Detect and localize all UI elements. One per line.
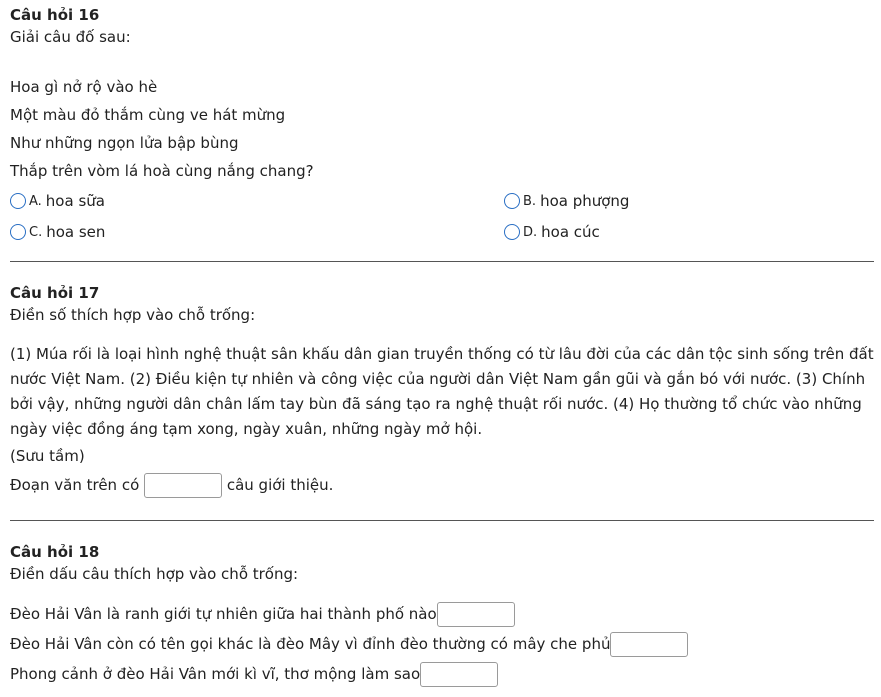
option-a[interactable] (10, 189, 105, 213)
question-18 (10, 541, 874, 689)
question-16-title: Câu hỏi 16 (10, 6, 100, 24)
punctuation-input-3[interactable] (420, 662, 498, 687)
punctuation-line-1 (10, 599, 874, 629)
passage-paragraph: (1) Múa rối là loại hình nghệ thuật sân khấu dân gian truyền thống có từ lâu đời của các dân tộc sinh sống trên đất nước Việt Nam. (2) Điều kiện tự nhiên và công việc của người dân Việt Nam gần gũi và gắn bó với nước. (3) Chính bởi vậy, những người dân chân lấm tay bùn đã sáng tạo ra nghệ thuật rối nước. (4) Họ thường tổ chức vào những ngày việc đồng áng tạm xong, ngày xuân, những ngày mở hội. (10, 345, 874, 438)
punctuation-line-1-text: Đèo Hải Vân là ranh giới tự nhiên giữa hai thành phố nào (10, 605, 437, 623)
option-c-letter: C. (29, 224, 43, 240)
riddle-line-4: Thắp trên vòm lá hoà cùng nắng chang? (10, 162, 314, 180)
divider-1 (10, 261, 874, 262)
punctuation-line-3 (10, 659, 874, 689)
punctuation-line-2 (10, 629, 874, 659)
sentence-count-input[interactable] (144, 473, 222, 498)
option-b-letter: B. (523, 193, 537, 209)
fill-in-sentence (10, 470, 874, 500)
option-c[interactable] (10, 220, 105, 244)
riddle-line-3: Như những ngọn lửa bập bùng (10, 134, 239, 152)
option-b-radio-icon[interactable] (504, 193, 520, 209)
option-d-text: hoa cúc (541, 223, 600, 241)
answer-options (10, 189, 874, 253)
passage-source: (Sưu tầm) (10, 447, 85, 465)
riddle-line-1: Hoa gì nở rộ vào hè (10, 78, 158, 96)
question-17 (10, 282, 874, 500)
option-a-letter: A. (29, 193, 42, 209)
option-a-radio-icon[interactable] (10, 193, 26, 209)
question-18-title: Câu hỏi 18 (10, 543, 100, 561)
question-18-instruction: Điền dấu câu thích hợp vào chỗ trống: (10, 565, 299, 583)
punctuation-line-2-text: Đèo Hải Vân còn có tên gọi khác là đèo Mây vì đỉnh đèo thường có mây che phủ (10, 635, 611, 653)
option-c-radio-icon[interactable] (10, 224, 26, 240)
option-d-radio-icon[interactable] (504, 224, 520, 240)
option-b[interactable] (504, 189, 629, 213)
option-b-text: hoa phượng (540, 192, 630, 210)
option-d[interactable] (504, 220, 600, 244)
fill-text-after: câu giới thiệu. (226, 476, 334, 494)
divider-2 (10, 520, 874, 521)
riddle-line-2: Một màu đỏ thắm cùng ve hát mừng (10, 106, 286, 124)
option-c-text: hoa sen (46, 223, 106, 241)
option-d-letter: D. (523, 224, 538, 240)
question-16 (10, 4, 874, 253)
punctuation-input-1[interactable] (437, 602, 515, 627)
option-a-text: hoa sữa (45, 192, 105, 210)
punctuation-input-2[interactable] (610, 632, 688, 657)
question-16-instruction: Giải câu đố sau: (10, 28, 131, 46)
fill-text-before: Đoạn văn trên có (10, 476, 140, 494)
question-17-instruction: Điền số thích hợp vào chỗ trống: (10, 306, 256, 324)
punctuation-line-3-text: Phong cảnh ở đèo Hải Vân mới kì vĩ, thơ mộng làm sao (10, 665, 421, 683)
question-17-title: Câu hỏi 17 (10, 284, 100, 302)
